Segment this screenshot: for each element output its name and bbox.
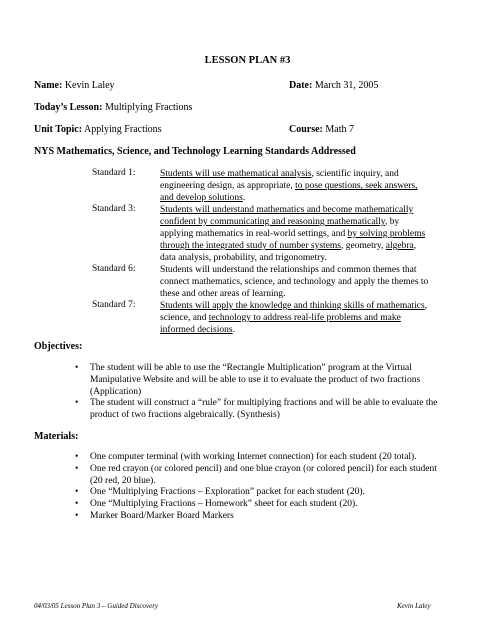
standard-3-text	[160, 204, 430, 264]
standard-3-text-2: , geometry,	[341, 241, 386, 251]
standard-1-text-1: , scientific inquiry, and engineering design, as appropriate,	[160, 169, 399, 191]
standard-1-text	[160, 168, 430, 204]
unit-value: Applying Fractions	[84, 124, 162, 135]
objective-item: • The student will be able to use the “Rectangle Multiplication” program at the Virtual Manipulative Website and will be able to use it to evaluate the product of two fractions (Application)	[68, 363, 438, 398]
standard-1-label: Standard 1:	[92, 168, 136, 178]
standard-7-text	[160, 300, 430, 336]
standard-6-text	[160, 264, 430, 300]
standard-3-underlined-1: Students will understand mathematics and become mathematically confident by communicating and reasoning mathematically	[160, 205, 414, 227]
lesson-label: Today’s Lesson:	[34, 102, 103, 113]
date-label: Date:	[289, 80, 313, 91]
material-item: • Marker Board/Marker Board Markers	[68, 511, 438, 523]
standard-7-text-2: .	[232, 325, 235, 335]
materials-list	[68, 452, 438, 523]
page-title: LESSON PLAN #3	[204, 55, 291, 66]
standard-3-underlined-3: algebra	[385, 241, 414, 251]
footer-right: Kevin Laley	[397, 602, 431, 610]
standard-1-text-2: .	[242, 193, 246, 203]
standard-7-label: Standard 7:	[92, 300, 136, 310]
date-value: March 31, 2005	[314, 80, 379, 91]
standard-1-underlined-2: to pose questions, seek answers, and develop solutions	[160, 181, 418, 203]
lesson-value: Multiplying Fractions	[104, 102, 193, 113]
standards-heading: NYS Mathematics, Science, and Technology Learning Standards Addressed	[34, 146, 356, 157]
course-line	[289, 124, 354, 135]
objectives-list	[68, 363, 438, 422]
standard-3-label: Standard 3:	[92, 204, 136, 214]
material-item: • One “Multiplying Fractions – Exploration” packet for each student (20).	[68, 487, 438, 499]
name-line	[34, 80, 115, 91]
standard-1-underlined-1: Students will use mathematical analysis	[160, 169, 312, 179]
lesson-line	[34, 102, 192, 113]
materials-heading: Materials:	[34, 431, 79, 442]
date-line	[289, 80, 378, 91]
objective-item: • The student will construct a “rule” for multiplying fractions and will be able to evaluate the product of two fractions algebraically. (Synthesis)	[68, 398, 438, 422]
standard-7-underlined-1: Students will apply the knowledge and thinking skills of mathematics	[160, 301, 425, 311]
unit-line	[34, 124, 162, 135]
material-item: • One computer terminal (with working Internet connection) for each student (20 total).	[68, 452, 438, 464]
standard-3-text-1: , by applying mathematics in real-world settings, and	[160, 217, 400, 239]
standard-7-underlined-2: technology to address real-life problems and make informed decisions	[160, 313, 401, 335]
course-label: Course:	[289, 124, 323, 135]
standard-6-label: Standard 6:	[92, 264, 136, 274]
unit-label: Unit Topic:	[34, 124, 83, 135]
material-item: • One “Multiplying Fractions – Homework” sheet for each student (20).	[68, 499, 438, 511]
course-value: Math 7	[325, 124, 354, 135]
name-label: Name:	[34, 80, 63, 91]
name-value: Kevin Laley	[64, 80, 115, 91]
standard-6-text-1: Students will understand the relationships and common themes that connect mathematics, science, and technology and apply the themes to these and other areas of learning.	[160, 265, 429, 299]
standard-7-text-1: , science, and	[160, 301, 428, 323]
footer-left: 04/03/05 Lesson Plan 3 – Guided Discovery	[34, 602, 159, 610]
objectives-heading: Objectives:	[34, 341, 83, 352]
material-item: • One red crayon (or colored pencil) and one blue crayon (or colored pencil) for each student (20 red, 20 blue).	[68, 464, 438, 488]
standard-3-text-3: , data analysis, probability, and trigonometry.	[160, 241, 417, 263]
standard-3-underlined-2: by solving problems through the integrated study of number systems	[160, 229, 426, 251]
